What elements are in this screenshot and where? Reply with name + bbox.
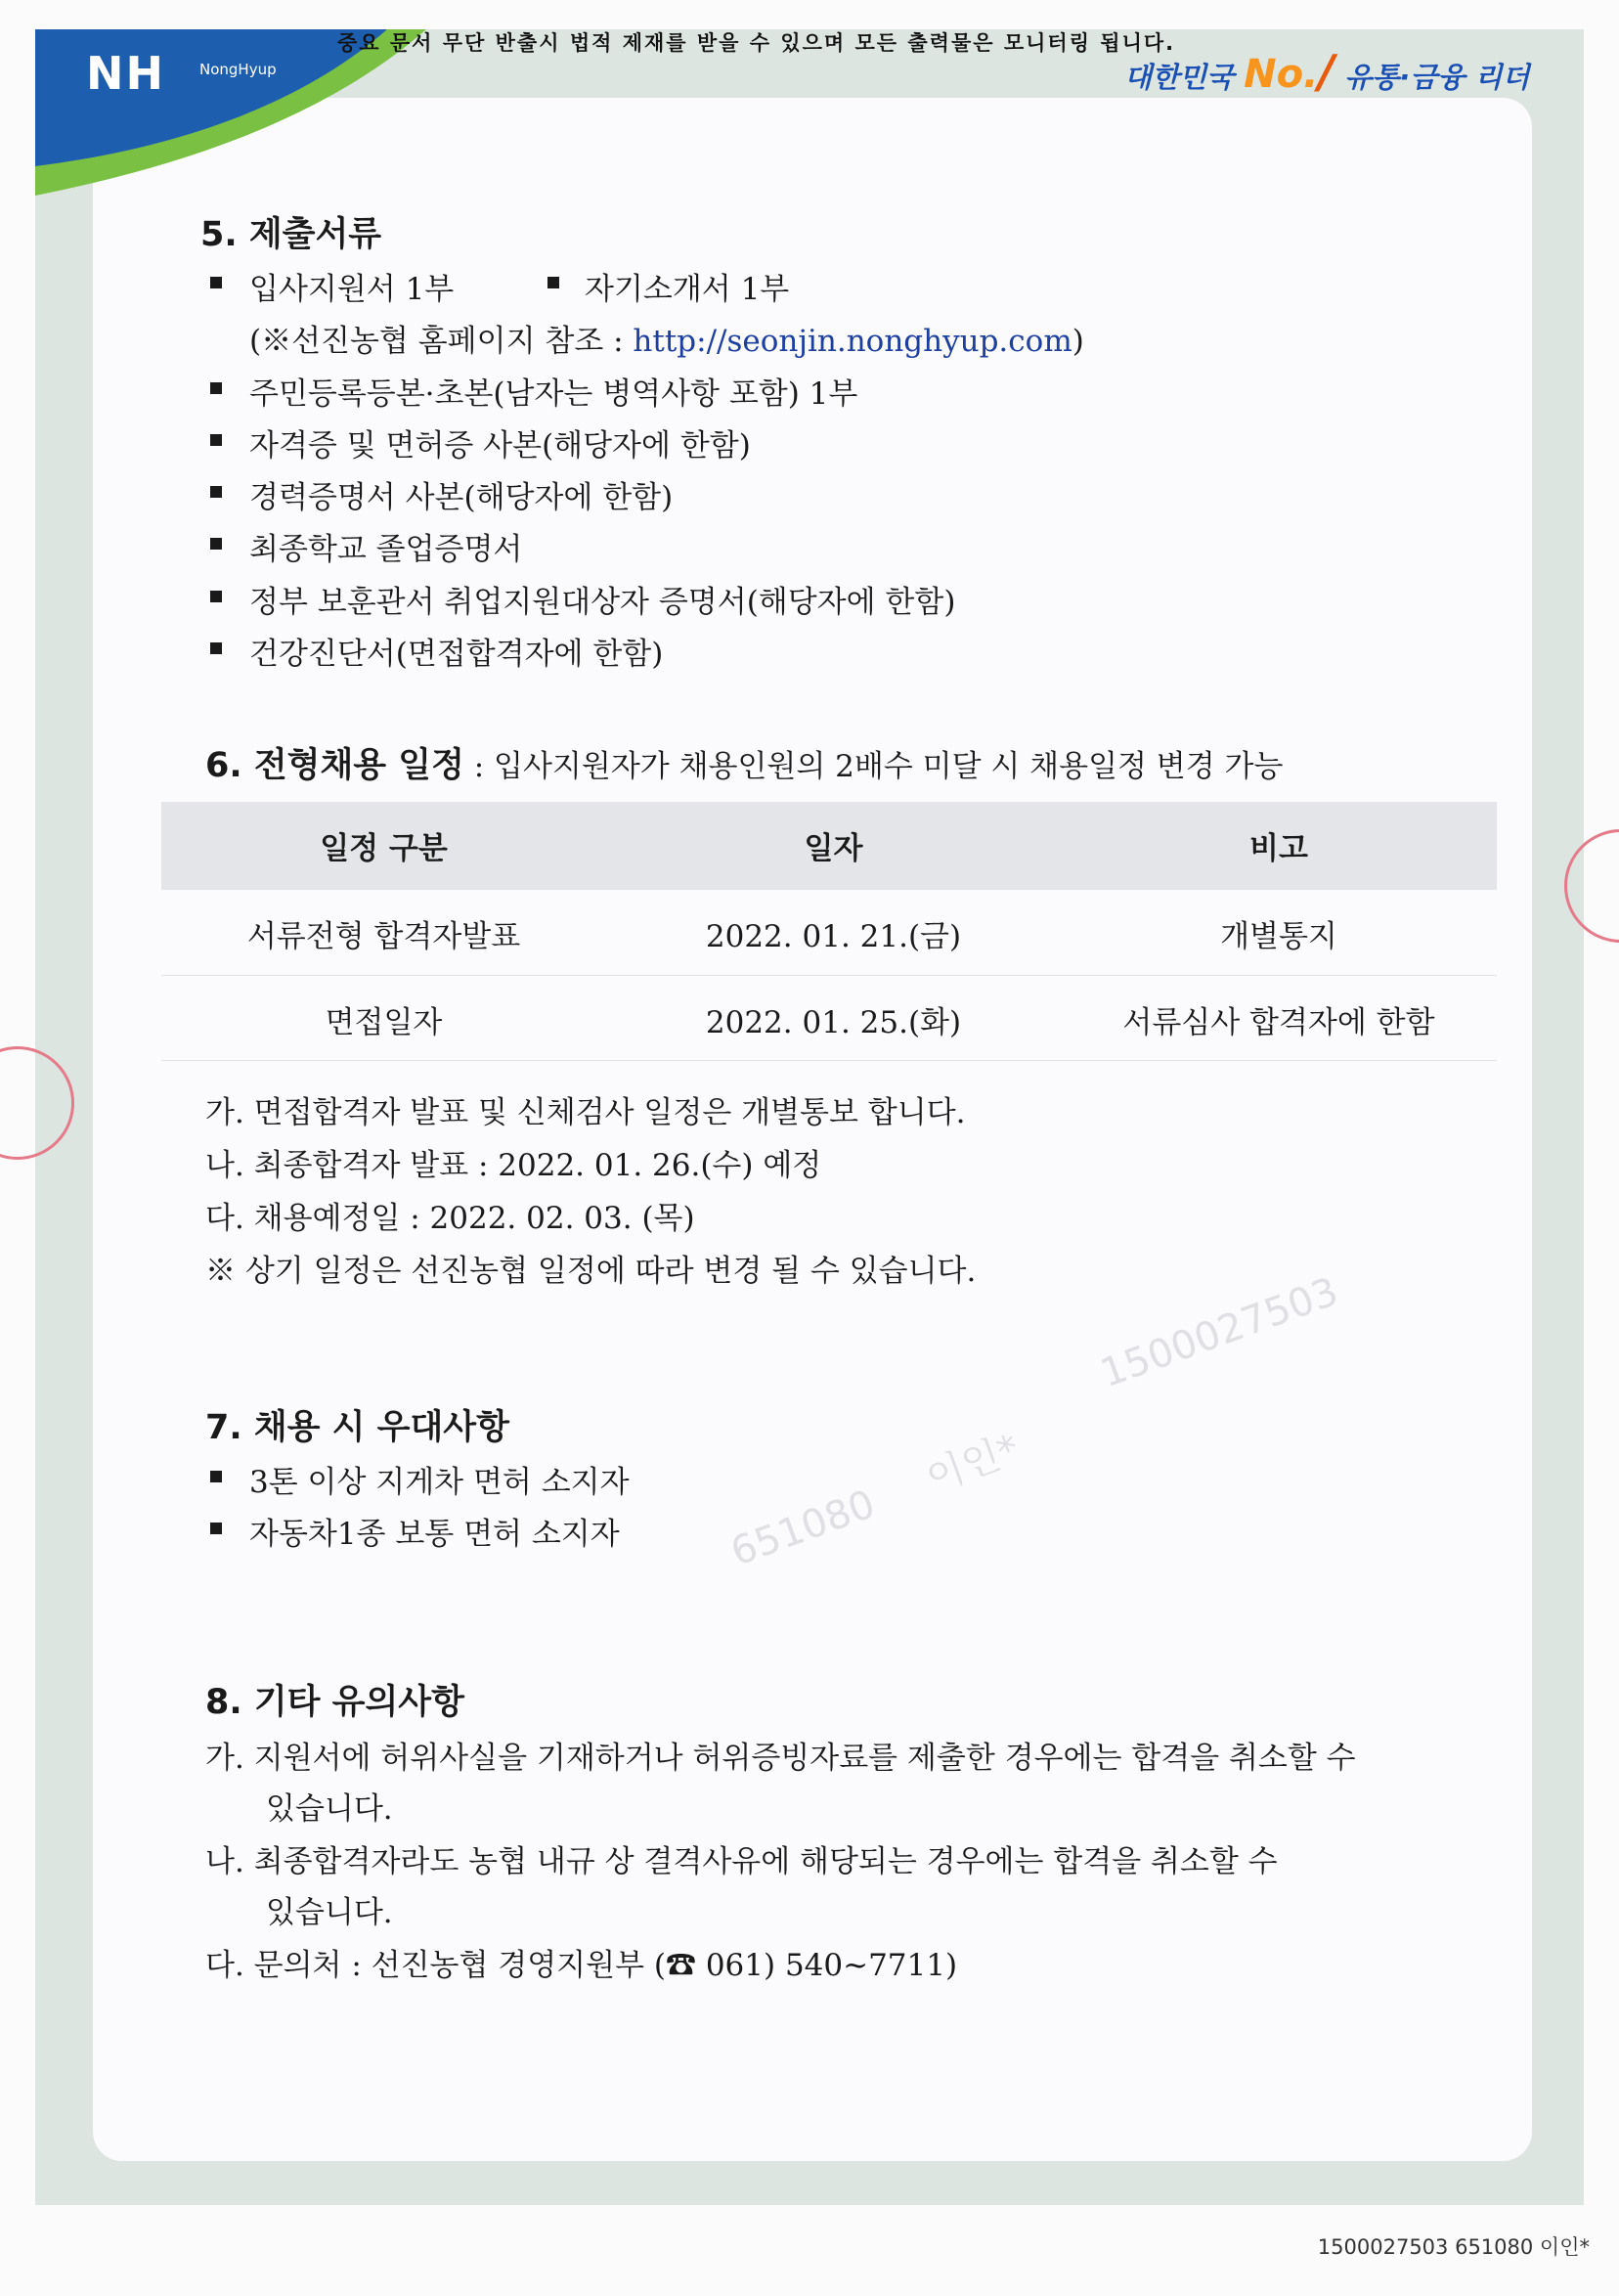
- section5-title: 5. 제출서류: [200, 215, 382, 254]
- bullet-icon: [210, 538, 222, 550]
- footer-print-id: 1500027503 651080 이인*: [1317, 2235, 1590, 2259]
- caution-disqualification-cont: 있습니다.: [266, 1895, 393, 1930]
- col-header-schedule: 일정 구분: [320, 831, 448, 866]
- contact-info: 다. 문의처 : 선진농협 경영지원부 (☎ 061) 540~7711): [205, 1948, 958, 1983]
- bullet-icon: [210, 1523, 222, 1534]
- doc-item-career: 경력증명서 사본(해당자에 한함): [249, 480, 674, 515]
- section7-title: 7. 채용 시 우대사항: [205, 1408, 509, 1447]
- table-cell: 면접일자: [325, 1005, 443, 1040]
- table-bottom-rule: [161, 1060, 1497, 1061]
- caution-false-info: 가. 지원서에 허위사실을 기재하거나 허위증빙자료를 제출한 경우에는 합격을 취소할 수: [205, 1741, 1356, 1776]
- col-header-date: 일자: [804, 831, 863, 866]
- note-interview: 가. 면접합격자 발표 및 신체검사 일정은 개별통보 합니다.: [205, 1095, 966, 1130]
- note-final-announcement: 나. 최종합격자 발표 : 2022. 01. 26.(수) 예정: [205, 1148, 822, 1183]
- nh-logo: NH: [86, 47, 165, 100]
- bullet-icon: [210, 434, 222, 446]
- doc-item-application: 입사지원서 1부: [249, 272, 455, 307]
- note-hire-date: 다. 채용예정일 : 2022. 02. 03. (목): [205, 1201, 695, 1236]
- nonghyup-wordmark: NongHyup: [199, 61, 277, 78]
- watermark-code: 651080: [724, 1481, 881, 1575]
- phone-icon: ☎: [665, 1948, 696, 1983]
- bullet-icon: [210, 642, 222, 654]
- caution-false-info-cont: 있습니다.: [266, 1791, 393, 1827]
- bullet-icon: [210, 277, 222, 288]
- pref-driver-license: 자동차1종 보통 면허 소지자: [249, 1517, 620, 1552]
- bullet-icon: [210, 382, 222, 394]
- bullet-icon: [210, 486, 222, 498]
- pref-forklift: 3톤 이상 지게차 면허 소지자: [249, 1465, 630, 1500]
- bullet-icon: [210, 591, 222, 602]
- table-cell: 서류전형 합격자발표: [246, 919, 521, 954]
- table-cell: 개별통지: [1220, 919, 1337, 954]
- section8-title: 8. 기타 유의사항: [205, 1683, 464, 1722]
- table-cell: 2022. 01. 25.(화): [705, 1005, 962, 1040]
- section6-title: 6. 전형채용 일정: [205, 746, 464, 785]
- col-header-remark: 비고: [1249, 831, 1308, 866]
- doc-item-license: 자격증 및 면허증 사본(해당자에 한함): [249, 428, 751, 464]
- watermark-id: 1500027503: [1094, 1268, 1344, 1397]
- caution-disqualification: 나. 최종합격자라도 농협 내규 상 결격사유에 해당되는 경우에는 합격을 취소할 수: [205, 1844, 1278, 1879]
- slogan: 대한민국 No./ 유통·금융 리더: [1124, 45, 1530, 98]
- homepage-note: (※선진농협 홈페이지 참조 : http://seonjin.nonghyup.com): [249, 324, 1084, 359]
- table-row-divider: [161, 975, 1497, 976]
- bullet-icon: [210, 1471, 222, 1482]
- section6-heading: [205, 738, 1283, 787]
- bullet-icon: [547, 277, 559, 288]
- doc-item-veteran: 정부 보훈관서 취업지원대상자 증명서(해당자에 한함): [249, 585, 956, 620]
- table-cell: 서류심사 합격자에 한함: [1122, 1005, 1435, 1040]
- homepage-link[interactable]: http://seonjin.nonghyup.com: [633, 324, 1072, 359]
- table-cell: 2022. 01. 21.(금): [705, 919, 962, 954]
- doc-item-self-intro: 자기소개서 1부: [585, 272, 790, 307]
- section6-desc: : 입사지원자가 채용인원의 2배수 미달 시 채용일정 변경 가능: [463, 749, 1284, 784]
- note-schedule-change: ※ 상기 일정은 선진농협 일정에 따라 변경 될 수 있습니다.: [205, 1254, 977, 1289]
- doc-item-health: 건강진단서(면접합격자에 한함): [249, 637, 664, 672]
- watermark-name: 이인*: [920, 1426, 1026, 1502]
- doc-item-graduation: 최종학교 졸업증명서: [249, 532, 523, 567]
- confidential-warning: 중요 문서 무단 반출시 법적 제재를 받을 수 있으며 모든 출력물은 모니터링 됩니다.: [337, 31, 1176, 55]
- doc-item-resident-register: 주민등록등본·초본(남자는 병역사항 포함) 1부: [249, 376, 858, 412]
- no1-mark: No.: [1244, 52, 1319, 97]
